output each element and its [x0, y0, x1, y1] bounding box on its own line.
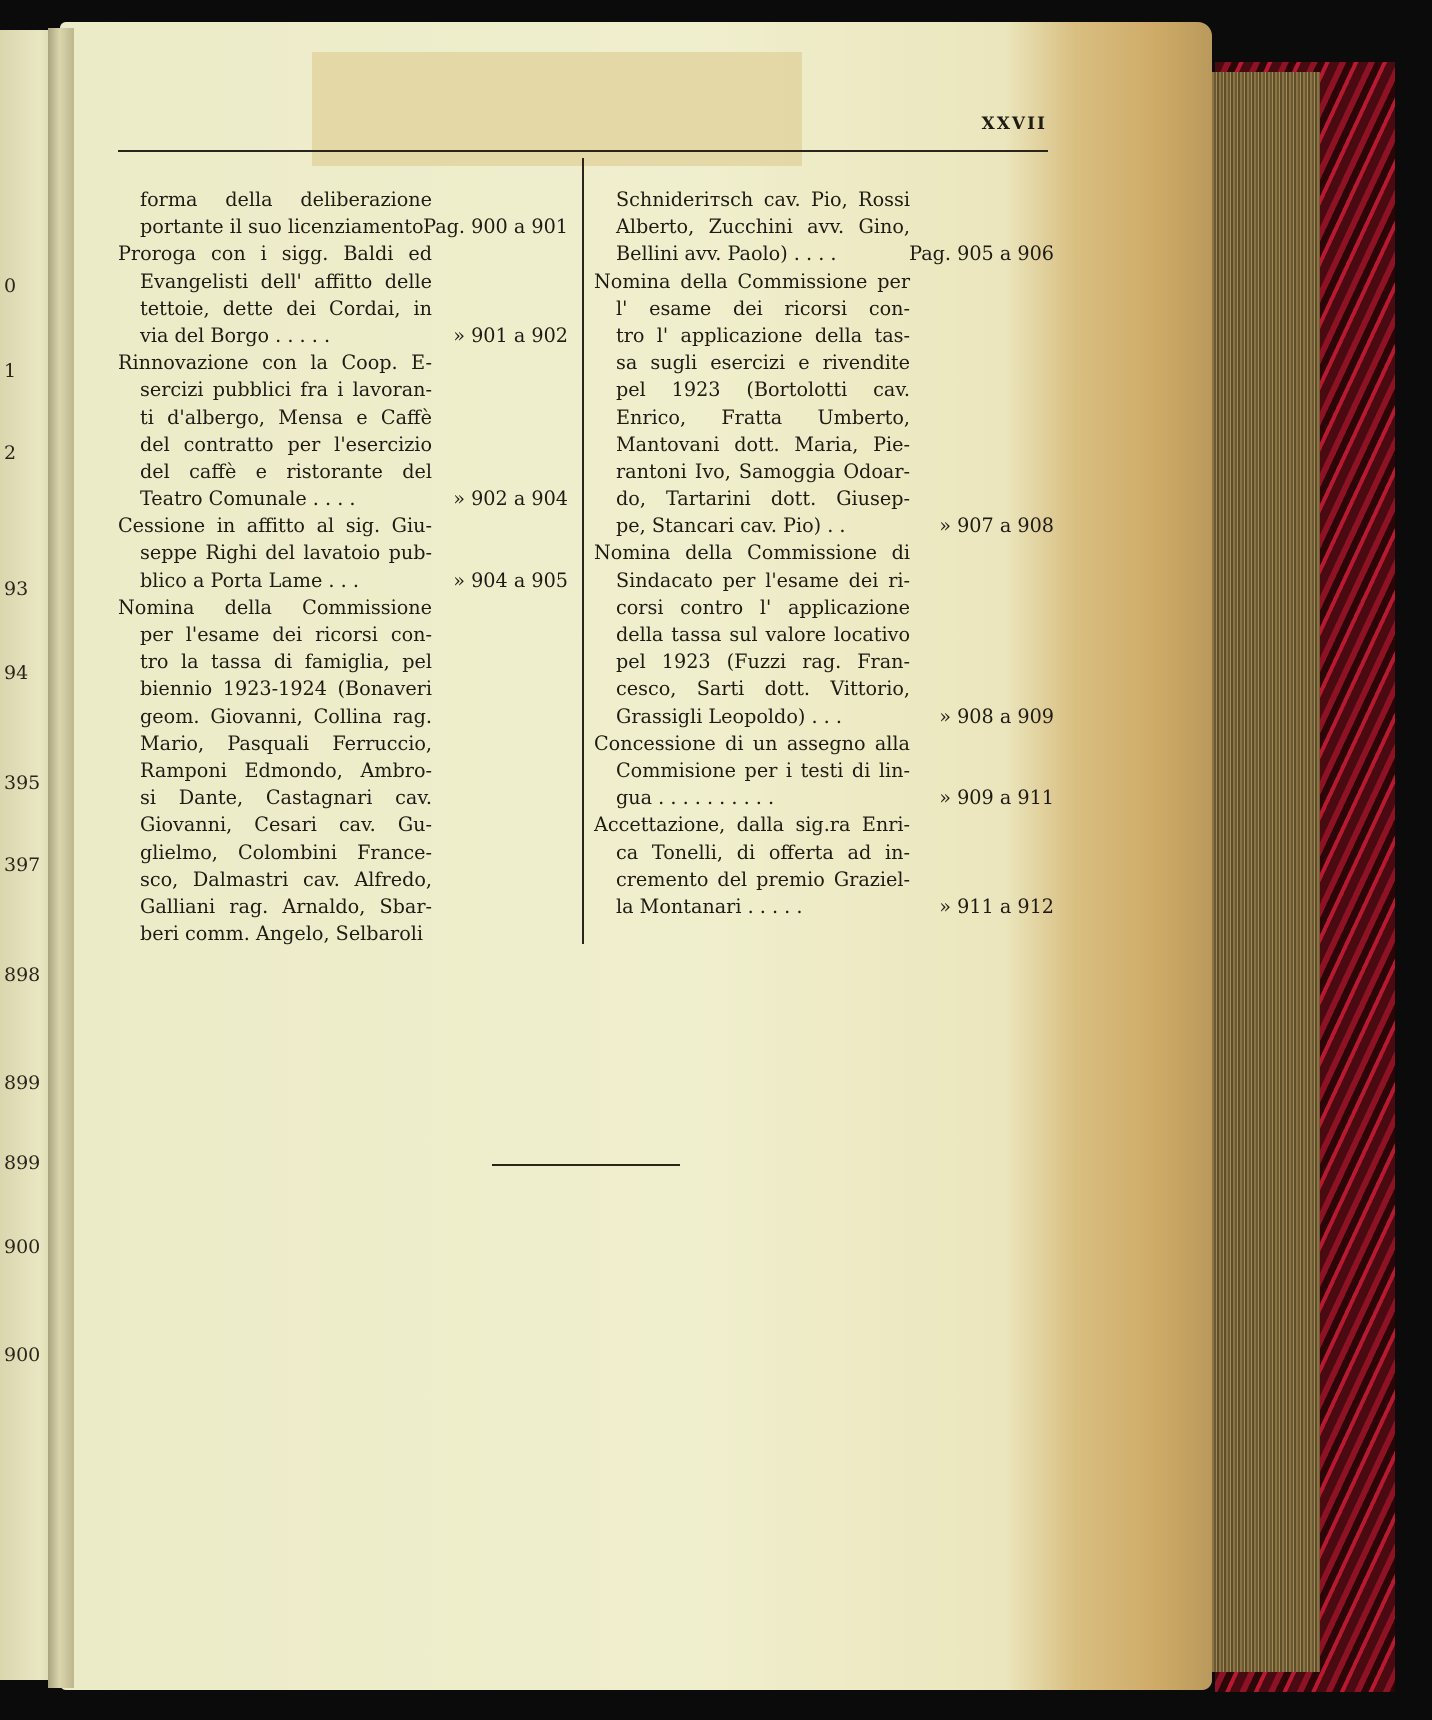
entry-text-line: biennio 1923-1924 (Bonaveri [140, 677, 432, 701]
paper-stain [312, 52, 802, 166]
entry-text-line: sa sugli esercizi e rivendite [616, 351, 910, 375]
entry-text-line: pel 1923 (Bortolotti cav. [616, 378, 910, 402]
entry-text-line: Bellini avv. Paolo) . . . . [616, 242, 837, 266]
entry-page-range: » 911 a 912 [939, 894, 1054, 918]
entry-text-line: Mario, Pasquali Ferruccio, [140, 731, 432, 755]
entry-text-line: sco, Dalmastri cav. Alfredo, [140, 867, 432, 891]
index-entry [118, 594, 568, 947]
previous-page-number: 1 [4, 360, 17, 382]
entry-text-line: Galliani rag. Arnaldo, Sbar- [140, 894, 432, 918]
entry-text-line: si Dante, Castagnari cav. [140, 786, 432, 810]
entry-text-line: Alberto, Zucchini avv. Gino, [616, 215, 910, 239]
entry-text-line: cremento del premio Graziel- [616, 867, 910, 891]
previous-page-number: 0 [4, 275, 17, 297]
entry-text-line: Nomina della Commissione [118, 595, 432, 619]
entry-text-line: Schniderітsch cav. Pio, Rossi [616, 188, 910, 211]
entry-text-line: la Montanari . . . . . [616, 894, 803, 918]
entry-text-line: do, Tartarini dott. Giusep- [616, 487, 910, 511]
entry-text-line: Rinnovazione con la Coop. E- [118, 351, 432, 375]
index-entry [118, 240, 568, 349]
entry-text-line: Ramponi Edmondo, Ambro- [140, 758, 432, 782]
index-entry [118, 186, 568, 240]
index-entry [594, 811, 1054, 920]
entry-text-line: Nomina della Commissione per [594, 269, 910, 293]
entry-text-line: via del Borgo . . . . . [140, 323, 331, 347]
entry-page-range: Pag. 905 a 906 [909, 242, 1054, 266]
entry-text-line: forma della deliberazione [140, 188, 432, 211]
entry-text-line: tro l' applicazione della tas- [616, 323, 910, 347]
entry-text-line: Sindacato per l'esame dei ri- [616, 568, 910, 592]
previous-page-number: 2 [4, 442, 17, 464]
entry-text-line: geom. Giovanni, Collina rag. [140, 704, 432, 728]
entry-text-line: della tassa sul valore locativo [616, 623, 910, 646]
entry-text-line: Grassigli Leopoldo) . . . [616, 704, 842, 728]
entry-text-line: ti d'albergo, Mensa e Caffè [140, 405, 432, 429]
entry-text-line: del contratto per l'esercizio [140, 432, 432, 456]
previous-page-number: 900 [4, 1344, 41, 1366]
index-entry [118, 512, 568, 594]
entry-text-line: Teatro Comunale . . . . [140, 487, 356, 511]
entry-text-line: sercizi pubblici fra i lavoran- [140, 378, 432, 402]
entry-text-line: Mantovani dott. Maria, Pie- [616, 432, 910, 456]
index-entry [594, 730, 1054, 812]
entry-text-line: Concessione di un assegno alla [594, 731, 910, 755]
entry-text-line: Nomina della Commissione di [594, 541, 910, 565]
entry-text-line: Evangelisti dell' affitto delle [140, 269, 432, 293]
page-number-header: XXVII [981, 114, 1047, 134]
previous-page-number: 94 [4, 662, 29, 684]
previous-page-number: 395 [4, 772, 41, 794]
entry-text-line: tro la tassa di famiglia, pel [140, 650, 432, 674]
index-entry [594, 186, 1054, 268]
previous-page-number: 898 [4, 964, 41, 986]
entry-text-line: corsi contro l' applicazione [616, 595, 910, 619]
entry-text-line: Cessione in affitto al sig. Giu- [118, 514, 432, 538]
entry-page-range: Pag. 900 a 901 [423, 215, 568, 239]
entry-page-range: » 902 a 904 [453, 487, 568, 511]
entry-page-range: » 907 a 908 [939, 514, 1054, 538]
entry-text-line: del caffè e ristorante del [140, 459, 432, 483]
book-gutter [48, 28, 74, 1688]
entry-text-line: glielmo, Colombini France- [140, 840, 432, 864]
entry-text-line: l' esame dei ricorsi con- [616, 296, 910, 320]
previous-page-number: 397 [4, 854, 41, 876]
page-block-edges [1210, 72, 1320, 1672]
entry-text-line: blico a Porta Lame . . . [140, 568, 359, 592]
entry-text-line: Enrico, Fratta Umberto, [616, 405, 910, 429]
index-column-right [594, 186, 1054, 920]
entry-text-line: rantoni Ivo, Samoggia Odoar- [616, 459, 910, 483]
end-rule [492, 1164, 680, 1166]
index-entry [594, 268, 1054, 540]
entry-text-line: portante il suo licenziamento [140, 215, 424, 239]
index-entry [118, 349, 568, 512]
entry-text-line: tettoie, dette dei Cordai, in [140, 296, 432, 320]
entry-text-line: ca Tonelli, di offerta ad in- [616, 840, 910, 864]
entry-page-range: » 901 a 902 [453, 323, 568, 347]
entry-page-range: » 908 a 909 [939, 704, 1054, 728]
entry-text-line: gua . . . . . . . . . . [616, 786, 775, 810]
previous-page-number: 899 [4, 1072, 41, 1094]
index-entry [594, 539, 1054, 729]
previous-page-number: 900 [4, 1236, 41, 1258]
entry-page-range: » 909 a 911 [939, 786, 1054, 810]
entry-text-line: pe, Stancari cav. Pio) . . [616, 514, 846, 538]
index-column-left [118, 186, 568, 947]
entry-text-line: per l'esame dei ricorsi con- [140, 623, 432, 646]
previous-page-number: 93 [4, 578, 29, 600]
entry-text-line: Accettazione, dalla sig.ra Enri- [594, 813, 910, 837]
entry-text-line: Giovanni, Cesari cav. Gu- [140, 813, 432, 837]
entry-text-line: pel 1923 (Fuzzi rag. Fran- [616, 650, 910, 674]
entry-text-line: Commisione per i testi di lin- [616, 758, 910, 782]
previous-page-number: 899 [4, 1152, 41, 1174]
entry-text-line: beri comm. Angelo, Selbaroli [140, 922, 424, 946]
column-divider [582, 158, 584, 944]
entry-page-range: » 904 a 905 [453, 568, 568, 592]
entry-text-line: Proroga con i sigg. Baldi ed [118, 242, 432, 266]
entry-text-line: cesco, Sarti dott. Vittorio, [616, 677, 910, 701]
header-rule [118, 150, 1048, 152]
entry-text-line: seppe Righi del lavatoio pub- [140, 541, 432, 565]
